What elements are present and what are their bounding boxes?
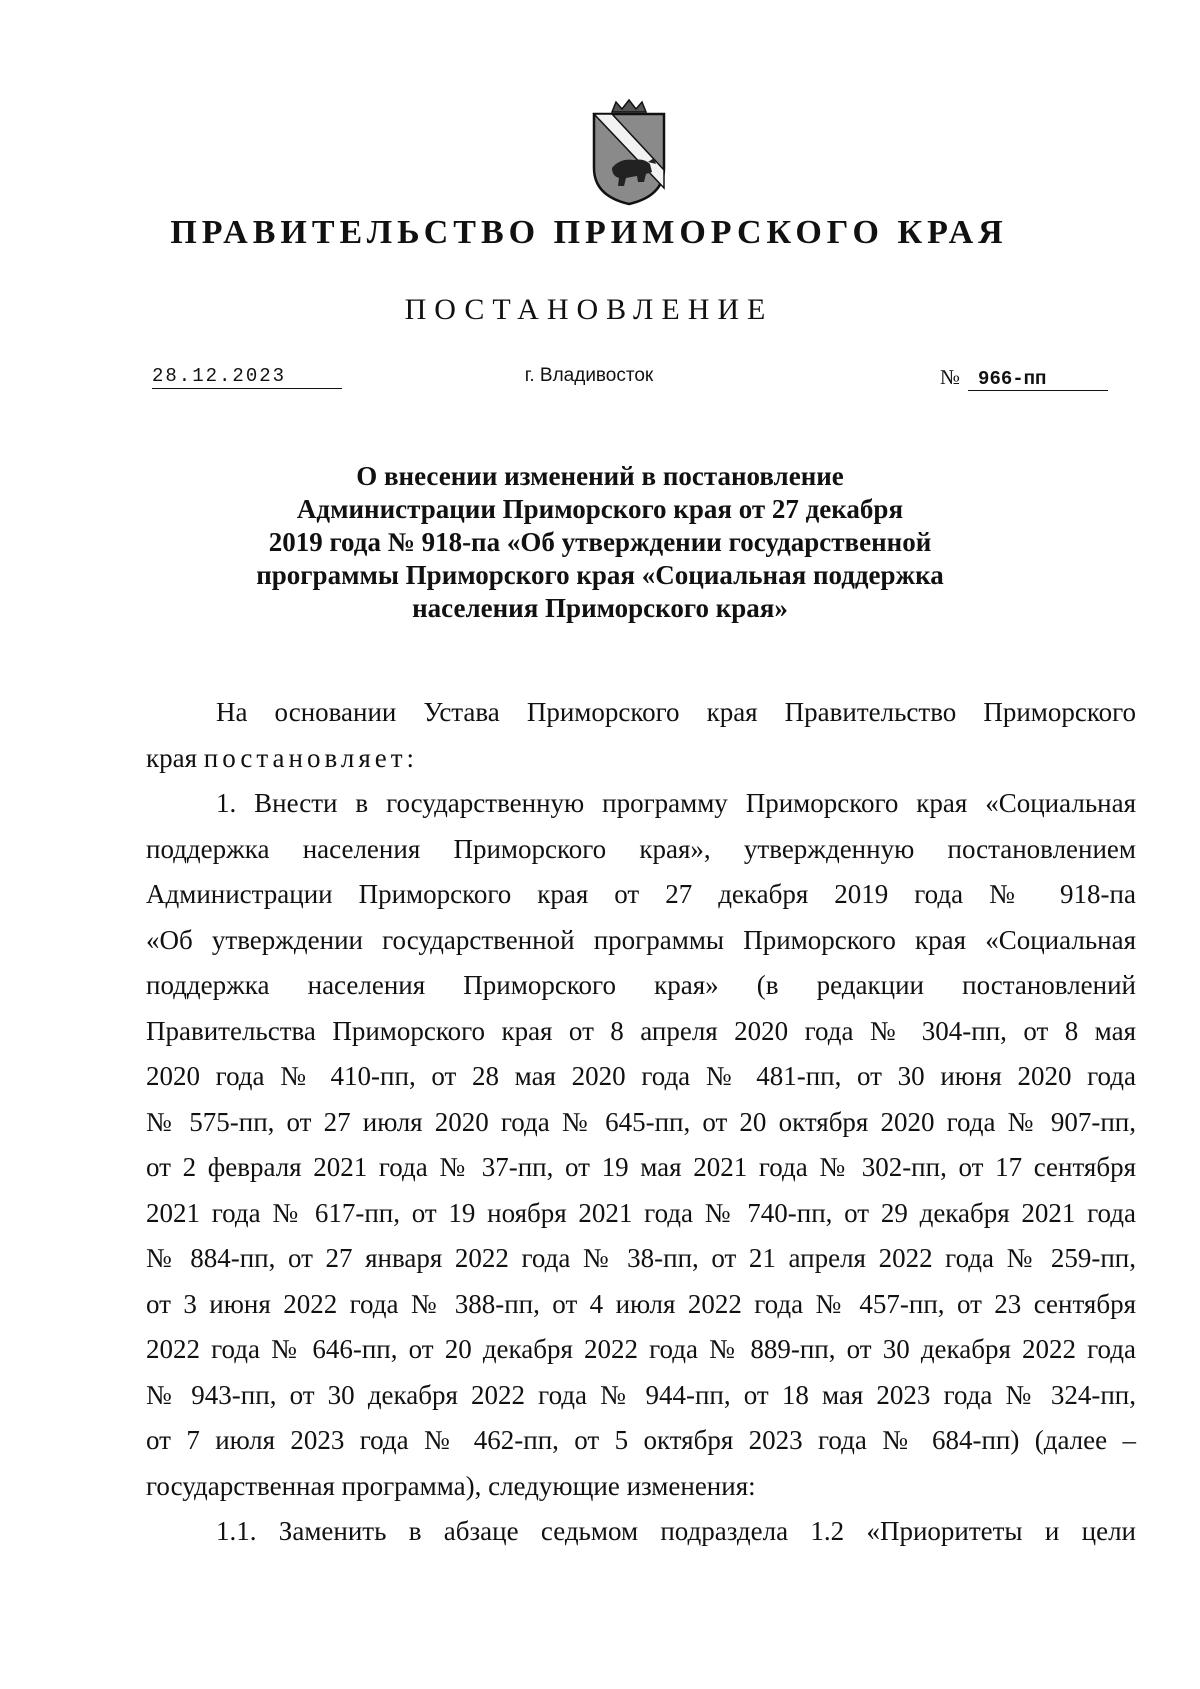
heading-line: программы Приморского края «Социальная поддержка (256, 560, 944, 590)
document-type: ПОСТАНОВЛЕНИЕ (404, 293, 774, 326)
body-line: поддержка населения Приморского края» (в редакции постановлений (146, 970, 1136, 1000)
heading-line: Администрации Приморского края от 27 декабря (296, 494, 904, 524)
coat-of-arms-icon (582, 98, 677, 206)
body-line: 2022 года № 646-пп, от 20 декабря 2022 года № 889-пп, от 30 декабря 2022 года (146, 1334, 1136, 1364)
body-line: поддержка населения Приморского края», утвержденную постановлением (146, 833, 1136, 864)
body-line: На основании Устава Приморского края Правительство Приморского (216, 697, 1136, 727)
body-line: 1.1. Заменить в абзаце седьмом подраздела 1.2 «Приоритеты и цели (216, 1516, 1136, 1546)
preamble-start: края (146, 742, 204, 773)
document-number (940, 365, 1108, 391)
body-line: 2020 года № 410-пп, от 28 мая 2020 года № 481-пп, от 30 июня 2020 года (146, 1061, 1136, 1091)
heading-line: О внесении изменений в постановление (356, 461, 844, 491)
heading-line: 2019 года № 918-па «Об утверждении государственной (268, 527, 932, 557)
body-line: от 3 июня 2022 года № 388-пп, от 4 июля 2022 года № 457-пп, от 23 сентября (146, 1288, 1136, 1319)
body-line: «Об утверждении государственной программы Приморского края «Социальная (146, 924, 1136, 955)
body-line: от 2 февраля 2021 года № 37-пп, от 19 мая 2021 года № 302-пп, от 17 сентября (146, 1152, 1136, 1182)
number-value: 966-пп (968, 368, 1108, 391)
body-line: Правительства Приморского края от 8 апреля 2020 года № 304-пп, от 8 мая (146, 1015, 1136, 1046)
body-line: 2021 года № 617-пп, от 19 ноября 2021 года № 740-пп, от 29 декабря 2021 года (146, 1197, 1136, 1228)
body-line (146, 736, 1136, 782)
body-line: № 943-пп, от 30 декабря 2022 года № 944-пп, от 18 мая 2023 года № 324-пп, (146, 1379, 1136, 1410)
body-line: Администрации Приморского края от 27 декабря 2019 года № 918-па (146, 879, 1136, 909)
body-line: государственная программа), следующие изменения: (146, 1470, 756, 1501)
document-heading (200, 460, 1000, 625)
document-date: 28.12.2023 (152, 365, 342, 389)
body-line: № 575-пп, от 27 июля 2020 года № 645-пп, от 20 октября 2020 года № 907-пп, (146, 1106, 1136, 1137)
body-line: № 884-пп, от 27 января 2022 года № 38-пп, от 21 апреля 2022 года № 259-пп, (146, 1243, 1136, 1273)
government-title: ПРАВИТЕЛЬСТВО ПРИМОРСКОГО КРАЯ (170, 214, 1008, 251)
body-line: от 7 июля 2023 года № 462-пп, от 5 октября 2023 года № 684-пп) (далее – (146, 1425, 1136, 1455)
body-line: 1. Внести в государственную программу Приморского края «Социальная (216, 788, 1136, 818)
preamble-verb: постановляет: (203, 742, 419, 773)
number-sign: № (940, 365, 961, 389)
document-body (146, 690, 1136, 1555)
heading-line: населения Приморского края» (412, 593, 788, 623)
document-city: г. Владивосток (524, 365, 654, 386)
